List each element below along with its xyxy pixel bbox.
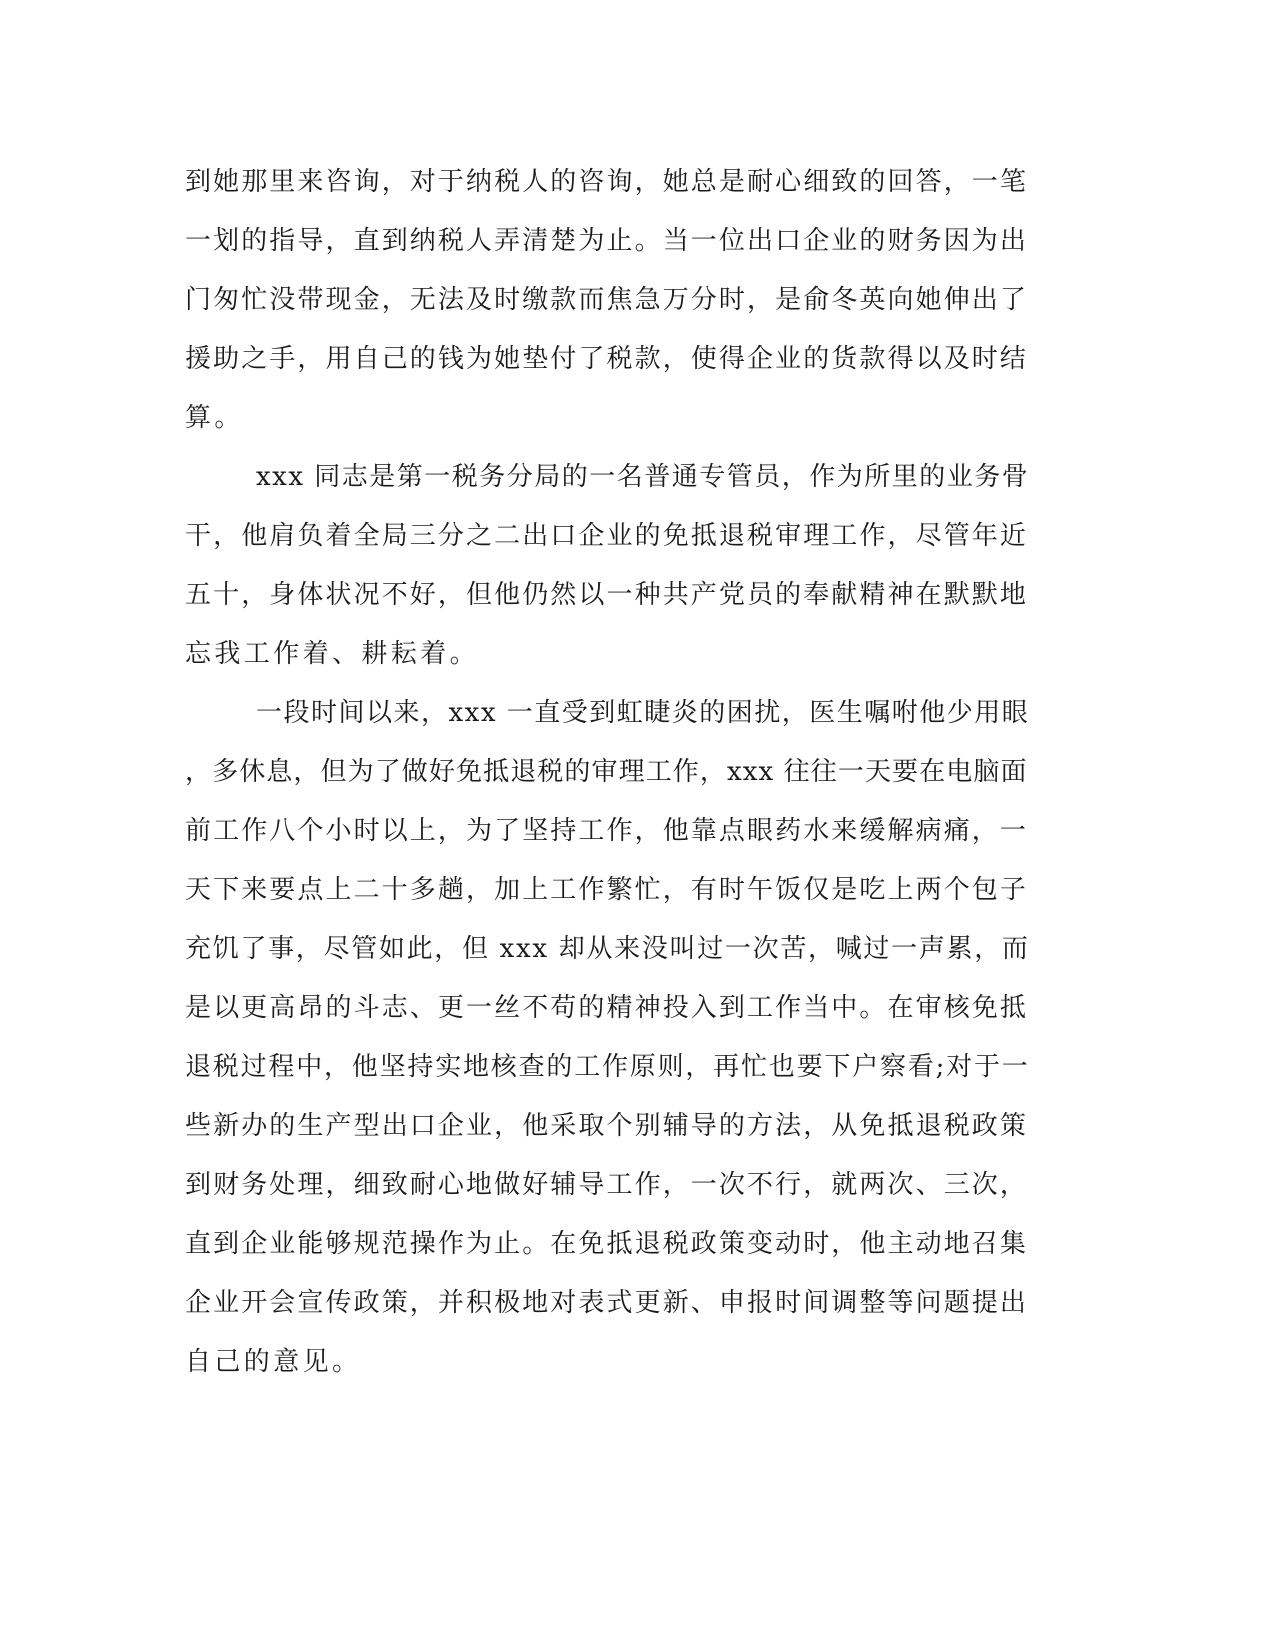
text-line: 充饥了事，尽管如此，但 xxx 却从来没叫过一次苦，喊过一声累，而 — [185, 934, 1030, 964]
text-line: 天下来要点上二十多趟，加上工作繁忙，有时午饭仅是吃上两个包子 — [185, 875, 1029, 905]
text-line: 援助之手，用自己的钱为她垫付了税款，使得企业的货款得以及时结 — [185, 344, 1029, 374]
text-line: 到她那里来咨询，对于纳税人的咨询，她总是耐心细致的回答，一笔 — [185, 167, 1029, 197]
text-line: 些新办的生产型出口企业，他采取个别辅导的方法，从免抵退税政策 — [185, 1111, 1029, 1141]
paragraph-first-line: xxx 同志是第一税务分局的一名普通专管员，作为所里的业务骨 — [256, 462, 1030, 492]
text-line: 干，他肩负着全局三分之二出口企业的免抵退税审理工作，尽管年近 — [185, 521, 1029, 551]
text-line: ，多休息，但为了做好免抵退税的审理工作，xxx 往往一天要在电脑面 — [185, 757, 1028, 787]
text-line: 自己的意见。 — [185, 1347, 362, 1377]
text-line: 前工作八个小时以上，为了坚持工作，他靠点眼药水来缓解病痛，一 — [185, 816, 1029, 846]
text-line: 企业开会宣传政策，并积极地对表式更新、申报时间调整等问题提出 — [185, 1288, 1029, 1318]
text-line: 直到企业能够规范操作为止。在免抵退税政策变动时，他主动地召集 — [185, 1229, 1029, 1259]
text-line: 到财务处理，细致耐心地做好辅导工作，一次不行，就两次、三次， — [185, 1170, 1029, 1200]
text-line: 一划的指导，直到纳税人弄清楚为止。当一位出口企业的财务因为出 — [185, 226, 1029, 256]
text-line: 退税过程中，他坚持实地核查的工作原则，再忙也要下户察看;对于一 — [185, 1052, 1030, 1082]
text-line: 是以更高昂的斗志、更一丝不苟的精神投入到工作当中。在审核免抵 — [185, 993, 1029, 1023]
text-line: 忘我工作着、耕耘着。 — [185, 639, 480, 669]
text-line: 五十，身体状况不好，但他仍然以一种共产党员的奉献精神在默默地 — [185, 580, 1029, 610]
paragraph-first-line: 一段时间以来，xxx 一直受到虹睫炎的困扰，医生嘱咐他少用眼 — [256, 698, 1030, 728]
text-line: 门匆忙没带现金，无法及时缴款而焦急万分时，是俞冬英向她伸出了 — [185, 285, 1029, 315]
text-line: 算。 — [185, 403, 244, 433]
